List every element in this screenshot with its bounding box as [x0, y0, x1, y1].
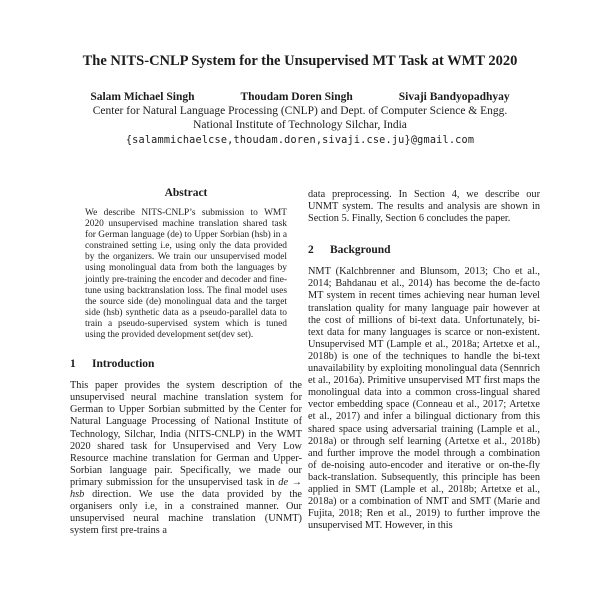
introduction-text-part1: This paper provides the system description of the unsupervised neural machine translation system for German to Upper Sorbian submitted by the Center for Natural Language Processing of National Institute of Technology, Silchar, India (NITS-CNLP) in the WMT 2020 shared task for Unsupervised and Very Low Resource machine translation for German and Upper-Sorbian language pair. Specifically, we made our primary submission for the unsupervised task in: [70, 380, 302, 488]
paper-title: The NITS-CNLP System for the Unsupervised MT Task at WMT 2020: [82, 53, 518, 69]
section-number: 2: [308, 244, 314, 257]
introduction-paragraph: [70, 380, 302, 537]
author-name: Sivaji Bandyopadhyay: [398, 91, 510, 103]
right-column: [308, 187, 540, 537]
introduction-text-part2: direction. We use the data provided by the organisers only i.e, in a constrained manner. Our unsupervised neural machine translation (UNMT) system first pre-trains a: [70, 488, 302, 537]
two-column-body: [70, 187, 600, 537]
author-name: Thoudam Doren Singh: [240, 91, 353, 103]
section-heading-introduction: [70, 358, 302, 370]
author-list: [0, 91, 600, 104]
math-de-to-hsb: de → hsb: [70, 476, 303, 500]
section-title: Background: [330, 244, 391, 257]
section-number: 1: [70, 358, 76, 371]
affiliation-line: National Institute of Technology Silchar, India: [193, 118, 407, 131]
author-name: Salam Michael Singh: [90, 91, 195, 103]
affiliation-line: Center for Natural Language Processing (CNLP) and Dept. of Computer Science & Engg.: [92, 105, 508, 117]
background-paragraph: NMT (Kalchbrenner and Blunsom, 2013; Cho et al., 2014; Bahdanau et al., 2014) has become the de-facto MT system in recent times achieving near human level translation quality for many language pair however at the cost of millions of bi-text data. Unfortunately, bi-text data for many languages is scarce or non-existent. Unsupervised MT (Lample et al., 2018a; Artetxe et al., 2018b) is one of the techniques to handle the bi-text unavailability by exploiting monolingual data (Sennrich et al., 2016a). Primitive unsupervised MT first maps the monolingual data into a common cross-lingual shared vector embedding space (Conneau et al., 2017; Artetxe et al., 2017) and infer a bilingual dictionary from this shared space using adversarial training (Lample et al., 2018a) or through self learning (Artetxe et al., 2018b) and further improve the model through a combination of de-noising auto-encoder and iterative or on-the-fly back-translation. Subsequently, this principle has been applied in SMT (Lample et al., 2018b; Artetxe et al., 2018a) or a combination of NMT and SMT (Marie and Fujita, 2018; Ren et al., 2019) to further improve the unsupervised MT. However, in this: [308, 266, 540, 532]
left-column: [70, 187, 302, 537]
abstract-text: We describe NITS-CNLP’s submission to WMT 2020 unsupervised machine translation shared task for German language (de) to Upper Sorbian (hsb) in a constrained setting i.e, using only the data provided by the organizers. We train our unsupervised model using monolingual data from both the languages by jointly pre-training the encoder and decoder and fine-tune using backtranslation loss. The final model uses the source side (de) monolingual data and the target side (hsb) synthetic data as a pseudo-parallel data to train a pseudo-supervised system which is tuned using the provided development set(dev set).: [85, 208, 287, 341]
author-email: {salammichaelcse,thoudam.doren,sivaji.cse.ju}@gmail.com: [125, 135, 475, 146]
abstract-heading: Abstract: [164, 187, 208, 199]
section-title: Introduction: [92, 358, 155, 371]
section-heading-background: [308, 244, 540, 256]
introduction-continuation-paragraph: data preprocessing. In Section 4, we describe our UNMT system. The results and analysis are shown in Section 5. Finally, Section 6 concludes the paper.: [308, 189, 540, 225]
